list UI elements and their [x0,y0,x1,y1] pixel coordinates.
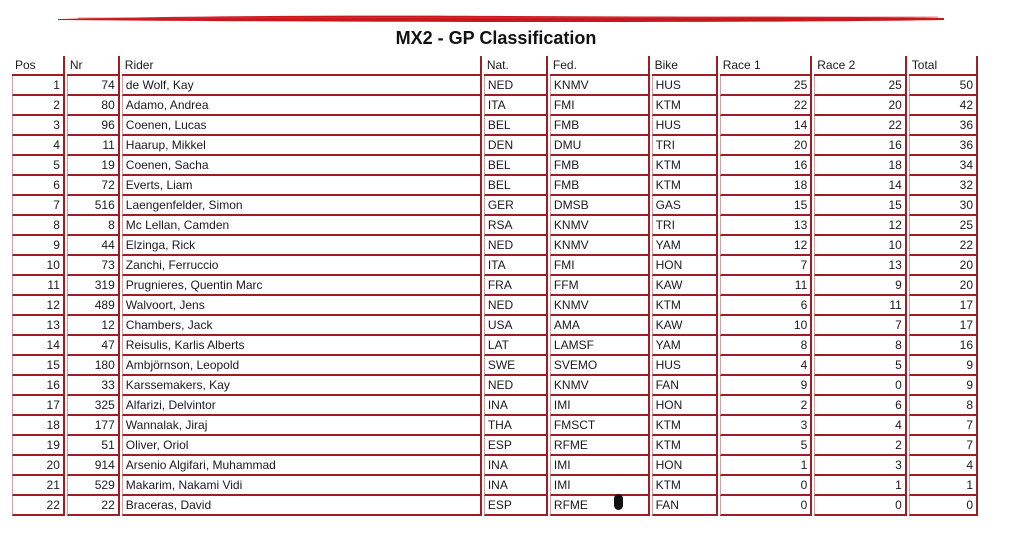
cell-nat: NED [484,236,548,256]
cell-rider: Prugnieres, Quentin Marc [122,276,482,296]
cell-nat: USA [484,316,548,336]
cell-pos: 20 [12,456,65,476]
table-row[interactable] [12,476,978,496]
cell-total: 22 [909,236,978,256]
cell-race1: 11 [720,276,813,296]
cell-nr: 914 [67,456,120,476]
cell-nat: NED [484,296,548,316]
cell-race2: 5 [814,356,907,376]
cell-fed: LAMSF [550,336,650,356]
cell-bike: YAM [652,336,718,356]
cell-rider: Coenen, Lucas [122,116,482,136]
cell-total: 36 [909,116,978,136]
cell-nat: BEL [484,116,548,136]
cell-pos: 1 [12,76,65,96]
cell-total: 34 [909,156,978,176]
cell-fed: FMI [550,96,650,116]
cell-fed: FMB [550,176,650,196]
cell-fed: DMSB [550,196,650,216]
cell-bike: GAS [652,196,718,216]
table-row[interactable] [12,256,978,276]
cell-nr: 44 [67,236,120,256]
cell-nr: 80 [67,96,120,116]
cell-nat: NED [484,76,548,96]
cell-fed: AMA [550,316,650,336]
cell-nr: 11 [67,136,120,156]
header-nr[interactable]: Nr [67,56,120,76]
cell-rider: Karssemakers, Kay [122,376,482,396]
cell-rider: Elzinga, Rick [122,236,482,256]
cell-fed: KNMV [550,216,650,236]
cell-fed: KNMV [550,296,650,316]
cell-total: 20 [909,276,978,296]
cell-nr: 47 [67,336,120,356]
cell-bike: KAW [652,316,718,336]
cell-race2: 14 [814,176,907,196]
cell-nr: 177 [67,416,120,436]
cell-nat: NED [484,376,548,396]
cell-pos: 17 [12,396,65,416]
cell-race1: 12 [720,236,813,256]
table-row[interactable] [12,316,978,336]
cell-race2: 11 [814,296,907,316]
table-row[interactable] [12,136,978,156]
cell-race1: 1 [720,456,813,476]
cell-pos: 13 [12,316,65,336]
cell-race1: 4 [720,356,813,376]
cell-nr: 325 [67,396,120,416]
cell-pos: 2 [12,96,65,116]
cell-race2: 9 [814,276,907,296]
cell-nr: 96 [67,116,120,136]
cell-race1: 2 [720,396,813,416]
cell-fed: IMI [550,476,650,496]
table-row[interactable] [12,96,978,116]
cell-race2: 4 [814,416,907,436]
cell-pos: 6 [12,176,65,196]
cell-bike: FAN [652,496,718,516]
cell-nr: 74 [67,76,120,96]
cell-bike: KTM [652,296,718,316]
cell-nr: 72 [67,176,120,196]
cell-race1: 6 [720,296,813,316]
cell-fed: RFME [550,496,650,516]
cell-rider: Walvoort, Jens [122,296,482,316]
cell-rider: Everts, Liam [122,176,482,196]
cell-pos: 18 [12,416,65,436]
cell-race1: 20 [720,136,813,156]
cell-total: 32 [909,176,978,196]
cell-rider: Makarim, Nakami Vidi [122,476,482,496]
cell-nat: RSA [484,216,548,236]
header-race1[interactable]: Race 1 [720,56,813,76]
cell-total: 42 [909,96,978,116]
cell-race1: 15 [720,196,813,216]
cell-race1: 10 [720,316,813,336]
cell-bike: YAM [652,236,718,256]
cell-bike: TRI [652,136,718,156]
cell-pos: 8 [12,216,65,236]
cell-nat: ITA [484,96,548,116]
cell-race2: 15 [814,196,907,216]
cell-total: 8 [909,396,978,416]
header-total[interactable]: Total [909,56,978,76]
cell-bike: HON [652,256,718,276]
cell-total: 9 [909,376,978,396]
cell-nr: 51 [67,436,120,456]
cell-rider: Wannalak, Jiraj [122,416,482,436]
cell-nat: THA [484,416,548,436]
cell-race1: 5 [720,436,813,456]
cell-nat: FRA [484,276,548,296]
cell-race2: 22 [814,116,907,136]
classification-table [10,56,980,516]
cell-pos: 3 [12,116,65,136]
cell-race2: 3 [814,456,907,476]
cell-fed: IMI [550,396,650,416]
cell-total: 4 [909,456,978,476]
cell-race2: 6 [814,396,907,416]
cell-rider: Zanchi, Ferruccio [122,256,482,276]
cell-nr: 529 [67,476,120,496]
cell-rider: Chambers, Jack [122,316,482,336]
cell-total: 20 [909,256,978,276]
cell-total: 17 [909,316,978,336]
cell-fed: SVEMO [550,356,650,376]
cell-nr: 73 [67,256,120,276]
cell-race2: 0 [814,496,907,516]
cell-nat: SWE [484,356,548,376]
table-row[interactable] [12,436,978,456]
cell-rider: Coenen, Sacha [122,156,482,176]
cell-race1: 0 [720,496,813,516]
cell-nr: 22 [67,496,120,516]
cell-race2: 8 [814,336,907,356]
cell-fed: FMB [550,156,650,176]
cell-race2: 13 [814,256,907,276]
cell-race2: 12 [814,216,907,236]
table-row[interactable] [12,176,978,196]
cell-race1: 18 [720,176,813,196]
cell-bike: KAW [652,276,718,296]
cell-fed: KNMV [550,76,650,96]
cell-rider: Braceras, David [122,496,482,516]
table-row[interactable] [12,276,978,296]
cell-bike: TRI [652,216,718,236]
cell-rider: Reisulis, Karlis Alberts [122,336,482,356]
cell-nr: 489 [67,296,120,316]
header-pos[interactable]: Pos [12,56,65,76]
cell-bike: KTM [652,436,718,456]
table-row[interactable] [12,216,978,236]
cell-nr: 516 [67,196,120,216]
cell-rider: Laengenfelder, Simon [122,196,482,216]
table-row[interactable] [12,236,978,256]
cell-race1: 13 [720,216,813,236]
header-nat[interactable]: Nat. [484,56,548,76]
header-race2[interactable]: Race 2 [814,56,907,76]
cell-race2: 10 [814,236,907,256]
table-row[interactable] [12,76,978,96]
cell-nr: 319 [67,276,120,296]
cell-pos: 14 [12,336,65,356]
table-row[interactable] [12,156,978,176]
table-row[interactable] [12,356,978,376]
cell-nat: BEL [484,176,548,196]
cell-rider: Haarup, Mikkel [122,136,482,156]
cell-pos: 15 [12,356,65,376]
cell-fed: FMB [550,116,650,136]
brush-stroke-decoration [58,14,944,23]
table-row[interactable] [12,416,978,436]
cell-rider: Arsenio Algifari, Muhammad [122,456,482,476]
cell-total: 50 [909,76,978,96]
cell-bike: HUS [652,116,718,136]
cell-fed: KNMV [550,376,650,396]
cell-fed: FMSCT [550,416,650,436]
cell-fed: KNMV [550,236,650,256]
table-header-row [12,56,978,76]
cell-rider: de Wolf, Kay [122,76,482,96]
cell-race2: 18 [814,156,907,176]
cell-race2: 20 [814,96,907,116]
page-title: MX2 - GP Classification [395,28,597,48]
cell-nat: INA [484,396,548,416]
cell-total: 7 [909,416,978,436]
cell-rider: Alfarizi, Delvintor [122,396,482,416]
cell-rider: Ambjörnson, Leopold [122,356,482,376]
cell-race1: 14 [720,116,813,136]
cell-total: 1 [909,476,978,496]
cell-nat: BEL [484,156,548,176]
cell-bike: HUS [652,356,718,376]
cell-fed: DMU [550,136,650,156]
cell-nat: INA [484,476,548,496]
table-row[interactable] [12,456,978,476]
cell-bike: KTM [652,176,718,196]
cell-bike: KTM [652,476,718,496]
cell-bike: KTM [652,416,718,436]
cell-total: 16 [909,336,978,356]
cell-pos: 4 [12,136,65,156]
cell-bike: KTM [652,96,718,116]
cell-race2: 2 [814,436,907,456]
cell-race1: 8 [720,336,813,356]
cell-pos: 11 [12,276,65,296]
cell-total: 36 [909,136,978,156]
cell-bike: HON [652,456,718,476]
cell-nr: 8 [67,216,120,236]
cell-nat: ESP [484,496,548,516]
cell-nr: 12 [67,316,120,336]
cell-rider: Mc Lellan, Camden [122,216,482,236]
cell-rider: Oliver, Oriol [122,436,482,456]
cell-rider: Adamo, Andrea [122,96,482,116]
cell-bike: HUS [652,76,718,96]
cell-nat: GER [484,196,548,216]
cell-pos: 16 [12,376,65,396]
table-row[interactable] [12,196,978,216]
header-bike[interactable]: Bike [652,56,718,76]
cell-nat: ESP [484,436,548,456]
cell-total: 7 [909,436,978,456]
cell-nat: DEN [484,136,548,156]
cell-fed: FFM [550,276,650,296]
cell-pos: 12 [12,296,65,316]
table-row[interactable] [12,396,978,416]
table-row[interactable] [12,116,978,136]
cell-total: 30 [909,196,978,216]
scroll-indicator[interactable] [614,494,623,510]
header-fed[interactable]: Fed. [550,56,650,76]
cell-race1: 25 [720,76,813,96]
cell-total: 17 [909,296,978,316]
cell-pos: 5 [12,156,65,176]
cell-fed: IMI [550,456,650,476]
cell-pos: 9 [12,236,65,256]
cell-race2: 1 [814,476,907,496]
cell-race2: 0 [814,376,907,396]
cell-bike: KTM [652,156,718,176]
cell-pos: 10 [12,256,65,276]
cell-pos: 7 [12,196,65,216]
cell-total: 25 [909,216,978,236]
cell-fed: FMI [550,256,650,276]
cell-race2: 16 [814,136,907,156]
cell-pos: 19 [12,436,65,456]
cell-nat: LAT [484,336,548,356]
cell-pos: 21 [12,476,65,496]
table-row[interactable] [12,296,978,316]
cell-nat: INA [484,456,548,476]
cell-race1: 7 [720,256,813,276]
cell-race1: 16 [720,156,813,176]
header-rider[interactable]: Rider [122,56,482,76]
cell-nr: 33 [67,376,120,396]
cell-race2: 25 [814,76,907,96]
cell-race2: 7 [814,316,907,336]
cell-nr: 180 [67,356,120,376]
cell-race1: 22 [720,96,813,116]
cell-race1: 3 [720,416,813,436]
table-row[interactable] [12,376,978,396]
cell-bike: FAN [652,376,718,396]
cell-pos: 22 [12,496,65,516]
cell-total: 0 [909,496,978,516]
cell-nr: 19 [67,156,120,176]
cell-race1: 9 [720,376,813,396]
cell-bike: HON [652,396,718,416]
cell-nat: ITA [484,256,548,276]
table-row[interactable] [12,336,978,356]
cell-race1: 0 [720,476,813,496]
cell-fed: RFME [550,436,650,456]
table-row[interactable] [12,496,978,516]
cell-total: 9 [909,356,978,376]
